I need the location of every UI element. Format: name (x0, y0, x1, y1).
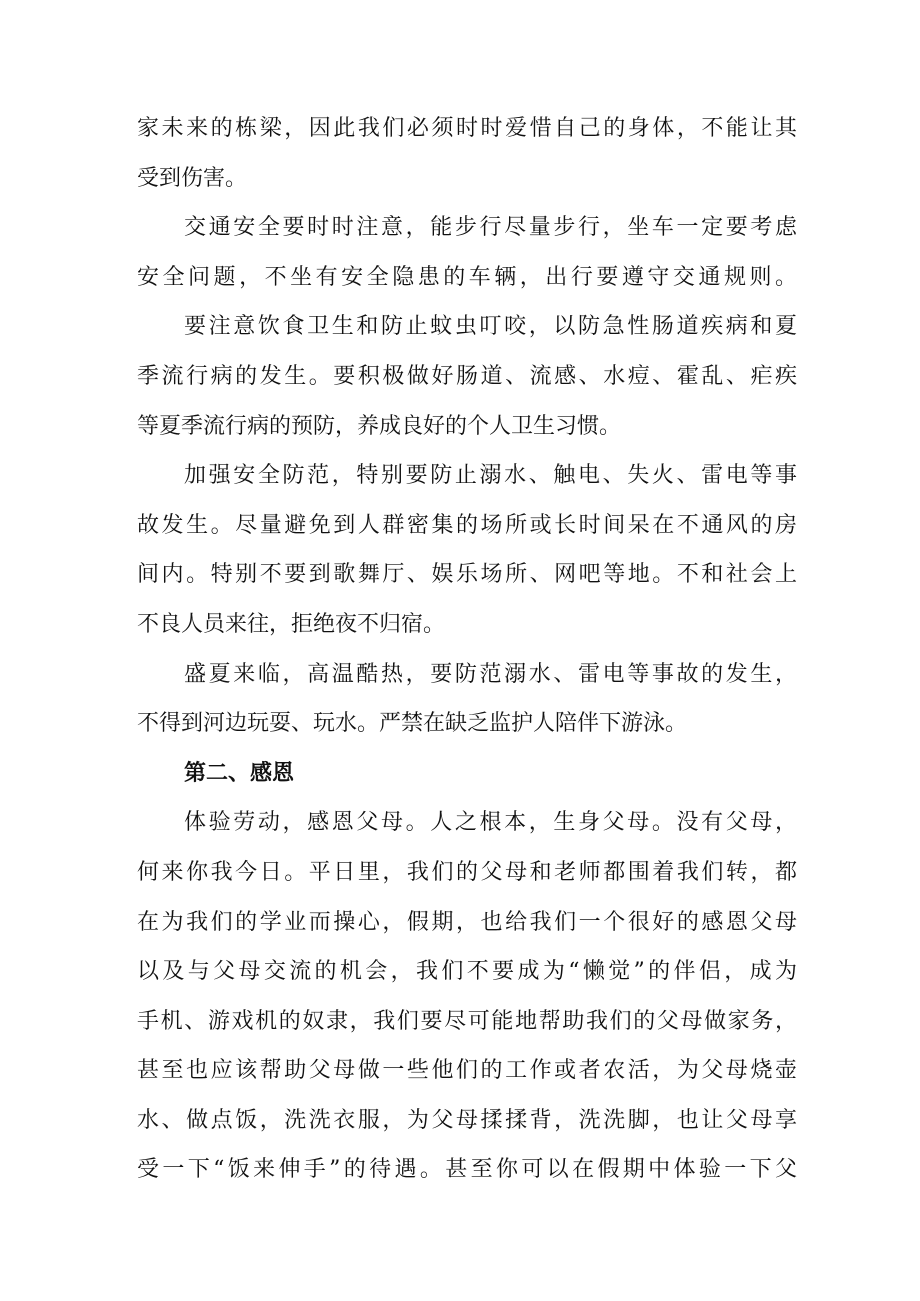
text-line: 手机、游戏机的奴隶，我们要尽可能地帮助我们的父母做家务， (137, 1008, 797, 1034)
text-line: 在为我们的学业而操心，假期，也给我们一个很好的感恩父母 (137, 909, 797, 935)
text-line: 受到伤害。 (137, 165, 248, 191)
text-line: 间内。特别不要到歌舞厅、娱乐场所、网吧等地。不和社会上 (137, 562, 797, 588)
section-heading: 第二、感恩 (184, 759, 295, 786)
paragraph-first-line: 体验劳动，感恩父母。人之根本，生身父母。没有父母， (184, 810, 797, 836)
text-line: 何来你我今日。平日里，我们的父母和老师都围着我们转，都 (137, 859, 797, 885)
text-line: 不良人员来往，拒绝夜不归宿。 (137, 611, 446, 637)
text-line: 故发生。尽量避免到人群密集的场所或长时间呆在不通风的房 (137, 512, 797, 538)
text-line: 受一下“饭来伸手”的待遇。甚至你可以在假期中体验一下父 (137, 1157, 797, 1183)
paragraph-first-line: 要注意饮食卫生和防止蚊虫叮咬，以防急性肠道疾病和夏 (184, 314, 797, 340)
text-line: 甚至也应该帮助父母做一些他们的工作或者农活，为父母烧壶 (137, 1058, 797, 1084)
paragraph-first-line: 盛夏来临，高温酷热，要防范溺水、雷电等事故的发生， (184, 661, 797, 687)
text-line: 以及与父母交流的机会，我们不要成为“懒觉”的伴侣，成为 (137, 959, 797, 985)
document-body (137, 104, 797, 1195)
text-line: 不得到河边玩耍、玩水。严禁在缺乏监护人陪伴下游泳。 (137, 711, 688, 737)
paragraph-first-line: 加强安全防范，特别要防止溺水、触电、失火、雷电等事 (184, 463, 797, 489)
text-line: 等夏季流行病的预防，养成良好的个人卫生习惯。 (137, 413, 622, 439)
text-line: 季流行病的发生。要积极做好肠道、流感、水痘、霍乱、疟疾 (137, 363, 797, 389)
text-line: 安全问题，不坐有安全隐患的车辆，出行要遵守交通规则。 (137, 264, 797, 290)
text-line: 水、做点饭，洗洗衣服，为父母揉揉背，洗洗脚，也让父母享 (137, 1107, 797, 1133)
text-line: 家未来的栋梁，因此我们必须时时爱惜自己的身体，不能让其 (137, 116, 797, 141)
paragraph-first-line: 交通安全要时时注意，能步行尽量步行，坐车一定要考虑 (184, 215, 797, 241)
